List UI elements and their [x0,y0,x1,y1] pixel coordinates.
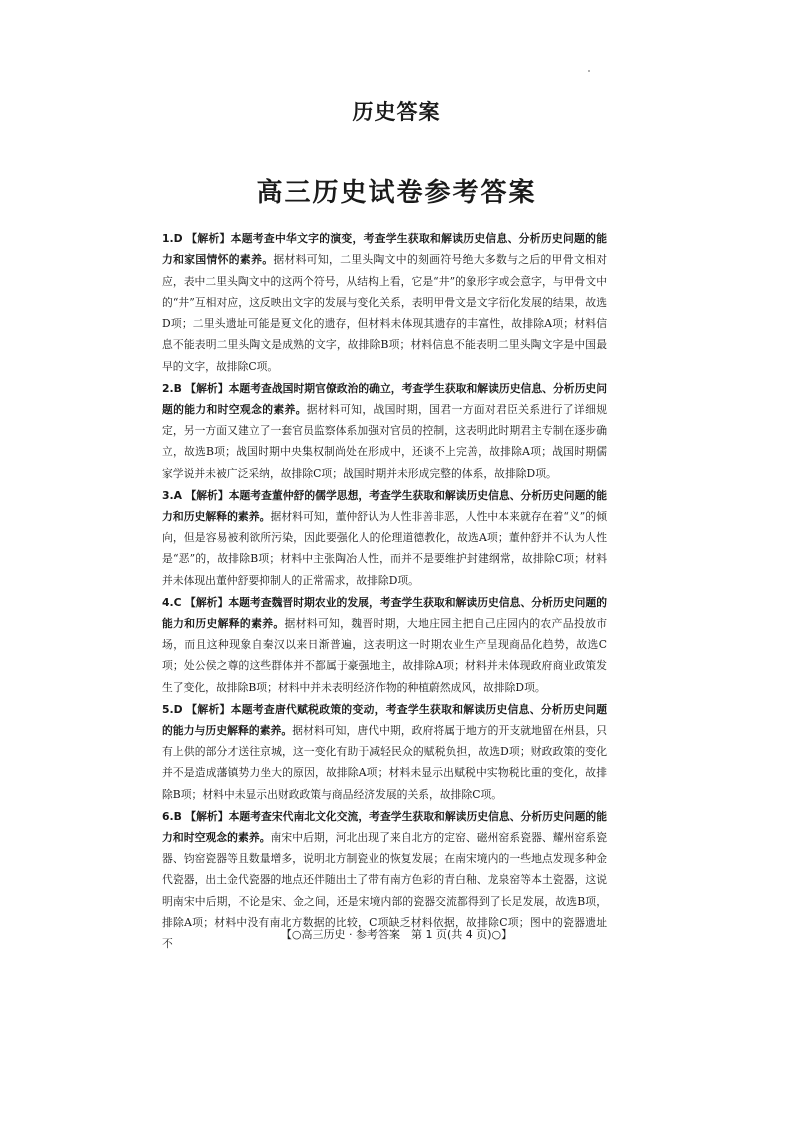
analysis-tag: 【解析】 [185,381,229,395]
answer-body: 南宋中后期，河北出现了来自北方的定窑、磁州窑系瓷器、耀州窑系瓷器、钧窑瓷器等且数量增多，说明北方制瓷业的恢复发展；在南宋境内的一些地点发现多种金代瓷器，出土金代瓷器的地点还伴随出土了带有南方色彩的青白釉、龙泉窑等本土瓷器，这说明南宋中后期，不论是宋、金之间，还是宋境内部的瓷器交流都得到了长足发展，故选B项，排除A项；材料中没有南北方数据的比较，C项缺乏材料依据，故排除C项；图中的瓷器遗址不 [162,830,608,951]
answer-body: 据材料可知，战国时期，国君一方面对君臣关系进行了详细规定，另一方面又建立了一套官员监察体系加强对官员的控制，这表明此时期君主专制在逐步确立，故选B项；战国时期中央集权制尚处在形成中，还谈不上完善，故排除A项；战国时期儒家学说并未被广泛采纳，故排除C项；战国时期并未形成完整的体系，故排除D项。 [162,402,607,480]
analysis-tag: 【解析】 [185,488,229,502]
answer-number: 6.B [162,809,182,823]
answer-item-1 [162,228,607,377]
answer-body: 据材料可知，董仲舒认为人性非善非恶，人性中本来就存在着“义”的倾向，但是容易被利欲所污染，因此要强化人的伦理道德教化，故选A项；董仲舒并不认为人性是“恶”的，故排除B项；材料中主张陶冶人性，而并不是要维护封建纲常，故排除C项；材料并未体现出董仲舒要抑制人的正常需求，故排除D项。 [162,509,607,587]
answer-number: 2.B [162,381,182,395]
scan-speck [588,70,590,72]
answer-number: 3.A [162,488,182,502]
answer-lead: 本题考查中华文字的演变，考查学生获取和解读历史信息、分析历史问题的能力和家国情怀的素养。 [162,232,608,267]
answer-list [162,228,607,955]
answer-lead: 本题考查宋代南北文化交流，考查学生获取和解读历史信息、分析历史问题的能力和时空观念的素养。 [162,809,608,844]
analysis-tag: 【解析】 [185,595,229,609]
answer-number: 1.D [162,232,183,245]
answer-item-2 [162,378,607,484]
page-header-title: 历史答案 [352,100,441,124]
answer-lead: 本题考查董仲舒的儒学思想，考查学生获取和解读历史信息、分析历史问题的能力和历史解释的素养。 [162,488,608,523]
analysis-tag: 【解析】 [186,232,231,245]
answer-lead: 本题考查魏晋时期农业的发展，考查学生获取和解读历史信息、分析历史问题的能力和历史解释的素养。 [162,595,608,630]
page-footer: 【○高三历史 · 参考答案 第 1 页(共 4 页)○】 [280,928,513,941]
answer-body: 据材料可知，魏晋时期，大地庄园主把自己庄园内的农产品投放市场，而且这种现象自秦汉以来日渐普遍，这表明这一时期农业生产呈现商品化趋势，故选C项；处公侯之尊的这些群体并不都属于豪强地主，故排除A项；材料并未体现政府商业政策发生了变化，故排除B项；材料中并未表明经济作物的种植蔚然成风，故排除D项。 [162,616,607,694]
answer-body: 据材料可知，唐代中期，政府将属于地方的开支就地留在州县，只有上供的部分才送往京城，这一变化有助于减轻民众的赋税负担，故选D项；财政政策的变化并不是造成藩镇势力坐大的原因，故排除A项；材料未显示出赋税中实物税比重的变化，故排除B项；材料中未显示出财政政策与商品经济发展的关系，故排除C项。 [162,723,608,801]
answer-body: 据材料可知，二里头陶文中的刻画符号绝大多数与之后的甲骨文相对应，表中二里头陶文中的这两个符号，从结构上看，它是“井”的象形字或会意字，与甲骨文中的“井”互相对应，这反映出文字的发展与变化关系，表明甲骨文是文字衍化发展的结果，故选D项；二里头遗址可能是夏文化的遗存，但材料未体现其遗存的丰富性，故排除A项；材料信息不能表明二里头陶文是成熟的文字，故排除B项；材料信息不能表明二里头陶文字是中国最早的文字，故排除C项。 [162,253,608,373]
answer-number: 5.D [162,702,183,716]
analysis-tag: 【解析】 [185,809,229,823]
answer-lead: 本题考查唐代赋税政策的变动，考查学生获取和解读历史信息、分析历史问题的能力与历史解释的素养。 [162,702,608,737]
answer-item-5 [162,699,607,805]
answer-number: 4.C [162,595,182,609]
analysis-tag: 【解析】 [186,702,231,716]
answer-item-3 [162,485,607,591]
answer-item-4 [162,592,607,698]
document-title: 高三历史试卷参考答案 [256,178,537,208]
answer-lead: 本题考查战国时期官僚政治的确立，考查学生获取和解读历史信息、分析历史问题的能力和时空观念的素养。 [162,381,608,416]
